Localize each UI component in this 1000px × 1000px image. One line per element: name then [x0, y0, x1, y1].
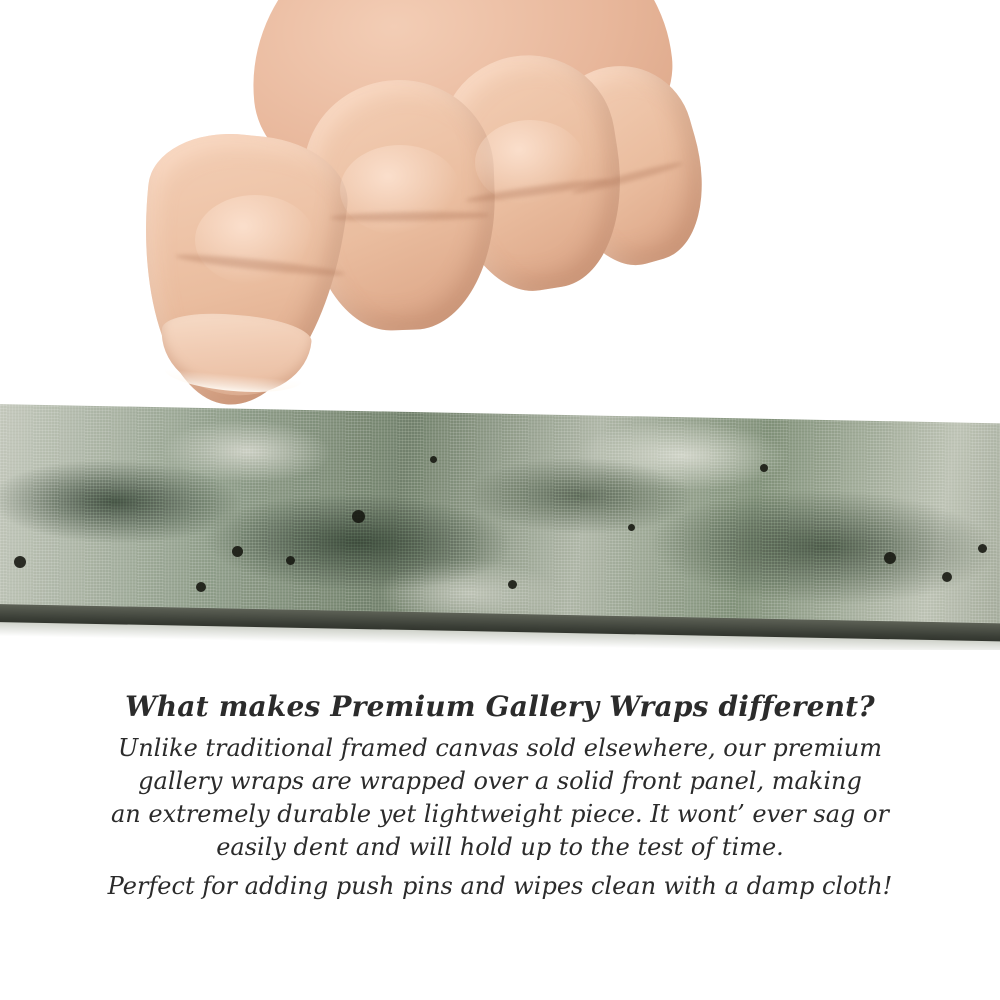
canvas-speck	[628, 524, 635, 531]
canvas-speck	[196, 582, 206, 592]
caption-line: easily dent and will hold up to the test of time.	[216, 832, 784, 861]
caption-block	[0, 690, 1000, 903]
caption-body	[0, 732, 1000, 904]
caption-closing-line: Perfect for adding push pins and wipes clean with a damp cloth!	[107, 872, 893, 901]
hand-illustration	[100, 0, 660, 430]
caption-line: an extremely durable yet lightweight piece. It wont’ ever sag or	[111, 799, 889, 828]
canvas-wrap-edge	[0, 404, 1000, 650]
caption-line: gallery wraps are wrapped over a solid front panel, making	[138, 766, 862, 795]
canvas-speck	[760, 464, 768, 472]
knuckle-highlight	[340, 145, 460, 235]
canvas-speck	[14, 556, 26, 568]
canvas-weave-texture	[0, 404, 1000, 635]
caption-line: Unlike traditional framed canvas sold elsewhere, our premium	[117, 733, 882, 762]
canvas-speck	[884, 552, 896, 564]
canvas-speck	[430, 456, 437, 463]
canvas-speck	[942, 572, 952, 582]
canvas-speck	[286, 556, 295, 565]
caption-heading: What makes Premium Gallery Wraps different?	[125, 690, 875, 723]
canvas-speck	[352, 510, 365, 523]
canvas-speck	[232, 546, 243, 557]
canvas-speck	[508, 580, 517, 589]
canvas-speck	[978, 544, 987, 553]
